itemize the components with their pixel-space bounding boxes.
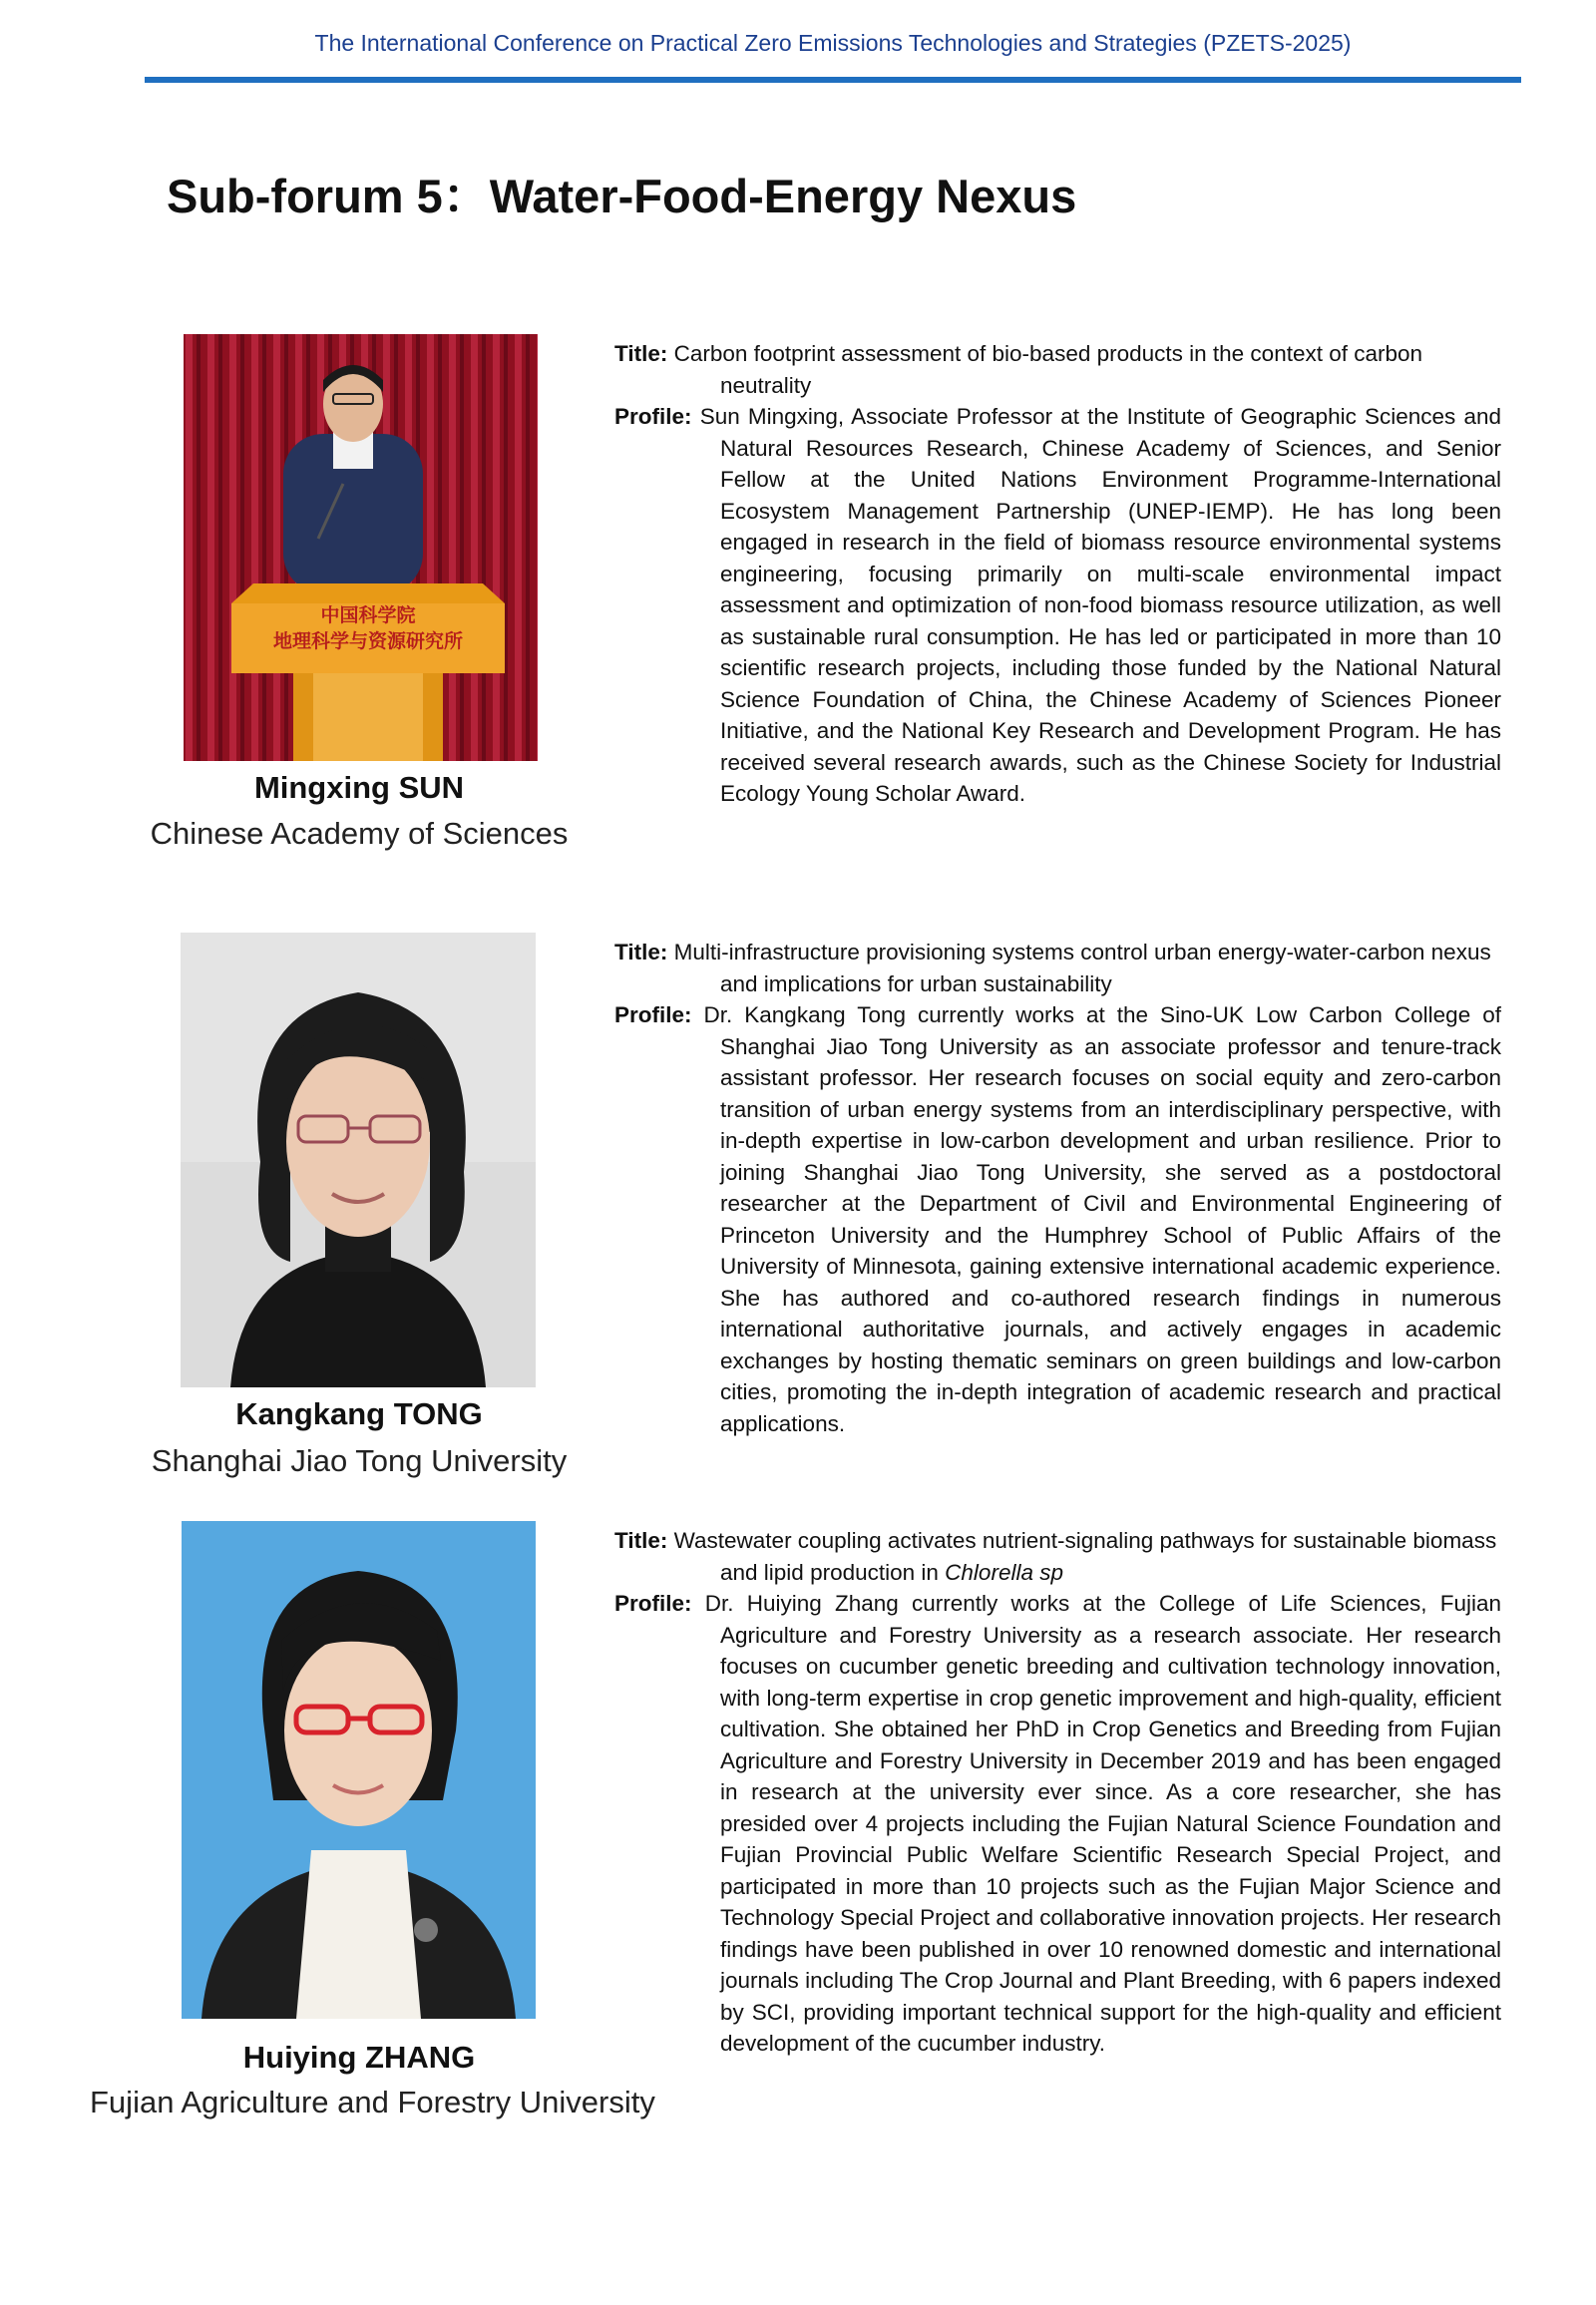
talk-title-line <box>614 338 1501 401</box>
talk-info <box>614 338 1501 810</box>
profile-text: Dr. Kangkang Tong currently works at the Sino-UK Low Carbon College of Shanghai Jiao Tong University as an associate professor and tenure-track assistant professor. Her research focuses on social equity and zero-carbon transition of urban energy systems from an interdisciplinary perspective, with in-depth expertise in low-carbon development and urban resilience. Prior to joining Shanghai Jiao Tong University, she served as a postdoctoral researcher at the Department of Civil and Environmental Engineering of Princeton University and the Humphrey School of Public Affairs of the University of Minnesota, gaining extensive international academic experience. She has authored and co-authored research findings in numerous international authoritative journals, and actively engages in academic exchanges by hosting thematic seminars on green buildings and low-carbon cities, promoting the in-depth integration of academic research and practical applications. <box>703 1002 1501 1436</box>
title-label: Title: <box>614 1528 668 1553</box>
title-label: Title: <box>614 940 668 964</box>
speaker-card <box>0 334 1596 873</box>
talk-title-line <box>614 937 1501 999</box>
speaker-name: Mingxing SUN <box>253 770 465 805</box>
speaker-photo <box>184 334 538 761</box>
speaker-affiliation: Chinese Academy of Sciences <box>150 816 569 851</box>
talk-info <box>614 1525 1501 2060</box>
profile-text: Sun Mingxing, Associate Professor at the Institute of Geographic Sciences and Natural Resources Research, Chinese Academy of Sciences, and Senior Fellow at the United Nations Environment Programme-International Ecosystem Management Partnership (UNEP-IEMP). He has long been engaged in research in the field of biomass resource environmental systems engineering, focusing primarily on multi-scale environmental impact assessment and optimization of non-food biomass resource utilization, as well as sustainable rural consumption. He has led or participated in more than 10 scientific research projects, including those funded by the National Natural Science Foundation of China, the Chinese Academy of Sciences Pioneer Initiative, and the National Key Research and Development Program. He has received several research awards, such as the Chinese Society for Industrial Ecology Young Scholar Award. <box>699 404 1501 806</box>
talk-title: Carbon footprint assessment of bio-based products in the context of carbon neutrality <box>673 341 1423 398</box>
speaker-photo <box>181 933 536 1387</box>
profile-line <box>614 999 1501 1439</box>
podium-text-1: 中国科学院 <box>320 604 416 626</box>
speaker-name: Huiying ZHANG <box>242 2040 476 2075</box>
speaker-name: Kangkang TONG <box>235 1396 483 1431</box>
speaker-card <box>0 1521 1596 2119</box>
speaker-affiliation: Shanghai Jiao Tong University <box>151 1443 568 1478</box>
talk-title: Multi-infrastructure provisioning systems control urban energy-water-carbon nexus and implications for urban sustainability <box>673 940 1491 996</box>
profile-line <box>614 401 1501 810</box>
profile-label: Profile: <box>614 1002 692 1027</box>
podium-text-2: 地理科学与资源研究所 <box>272 630 464 652</box>
profile-label: Profile: <box>614 1591 692 1616</box>
speaker-card <box>0 933 1596 1491</box>
speaker-photo <box>182 1521 536 2019</box>
page-header <box>0 0 1596 88</box>
page-title: Sub-forum 5：Water-Food-Energy Nexus <box>167 170 1077 222</box>
talk-title-species: Chlorella sp <box>945 1559 1063 1585</box>
title-label: Title: <box>614 341 668 366</box>
profile-text: Dr. Huiying Zhang currently works at the College of Life Sciences, Fujian Agriculture and Forestry University as a research associate. Her research focuses on cucumber genetic breeding and cultivation technology innovation, with long-term expertise in crop genetic improvement and high-quality, efficient cultivation. She obtained her PhD in Crop Genetics and Breeding from Fujian Agriculture and Forestry University in December 2019 and has been engaged in research at the university ever since. As a core researcher, she has presided over 4 projects including the Fujian Natural Science Foundation and Fujian Provincial Public Welfare Scientific Research Special Project, and participated in more than 10 projects such as the Fujian Major Science and Technology Special Project and collaborative innovation projects. Her research findings have been published in over 10 renowned domestic and international journals including The Crop Journal and Plant Breeding, with 6 papers indexed by SCI, providing important technical support for the high-quality and efficient development of the cucumber industry. <box>704 1591 1501 2056</box>
talk-info <box>614 937 1501 1439</box>
conference-name: The International Conference on Practical Zero Emissions Technologies and Strategies (PZETS-2025) <box>314 30 1352 56</box>
header-divider <box>145 77 1521 83</box>
talk-title-line <box>614 1525 1501 1588</box>
profile-label: Profile: <box>614 404 692 429</box>
profile-line <box>614 1588 1501 2060</box>
speaker-affiliation: Fujian Agriculture and Forestry University <box>90 2085 655 2119</box>
talk-title: Wastewater coupling activates nutrient-signaling pathways for sustainable biomass and lipid production in <box>673 1528 1497 1585</box>
